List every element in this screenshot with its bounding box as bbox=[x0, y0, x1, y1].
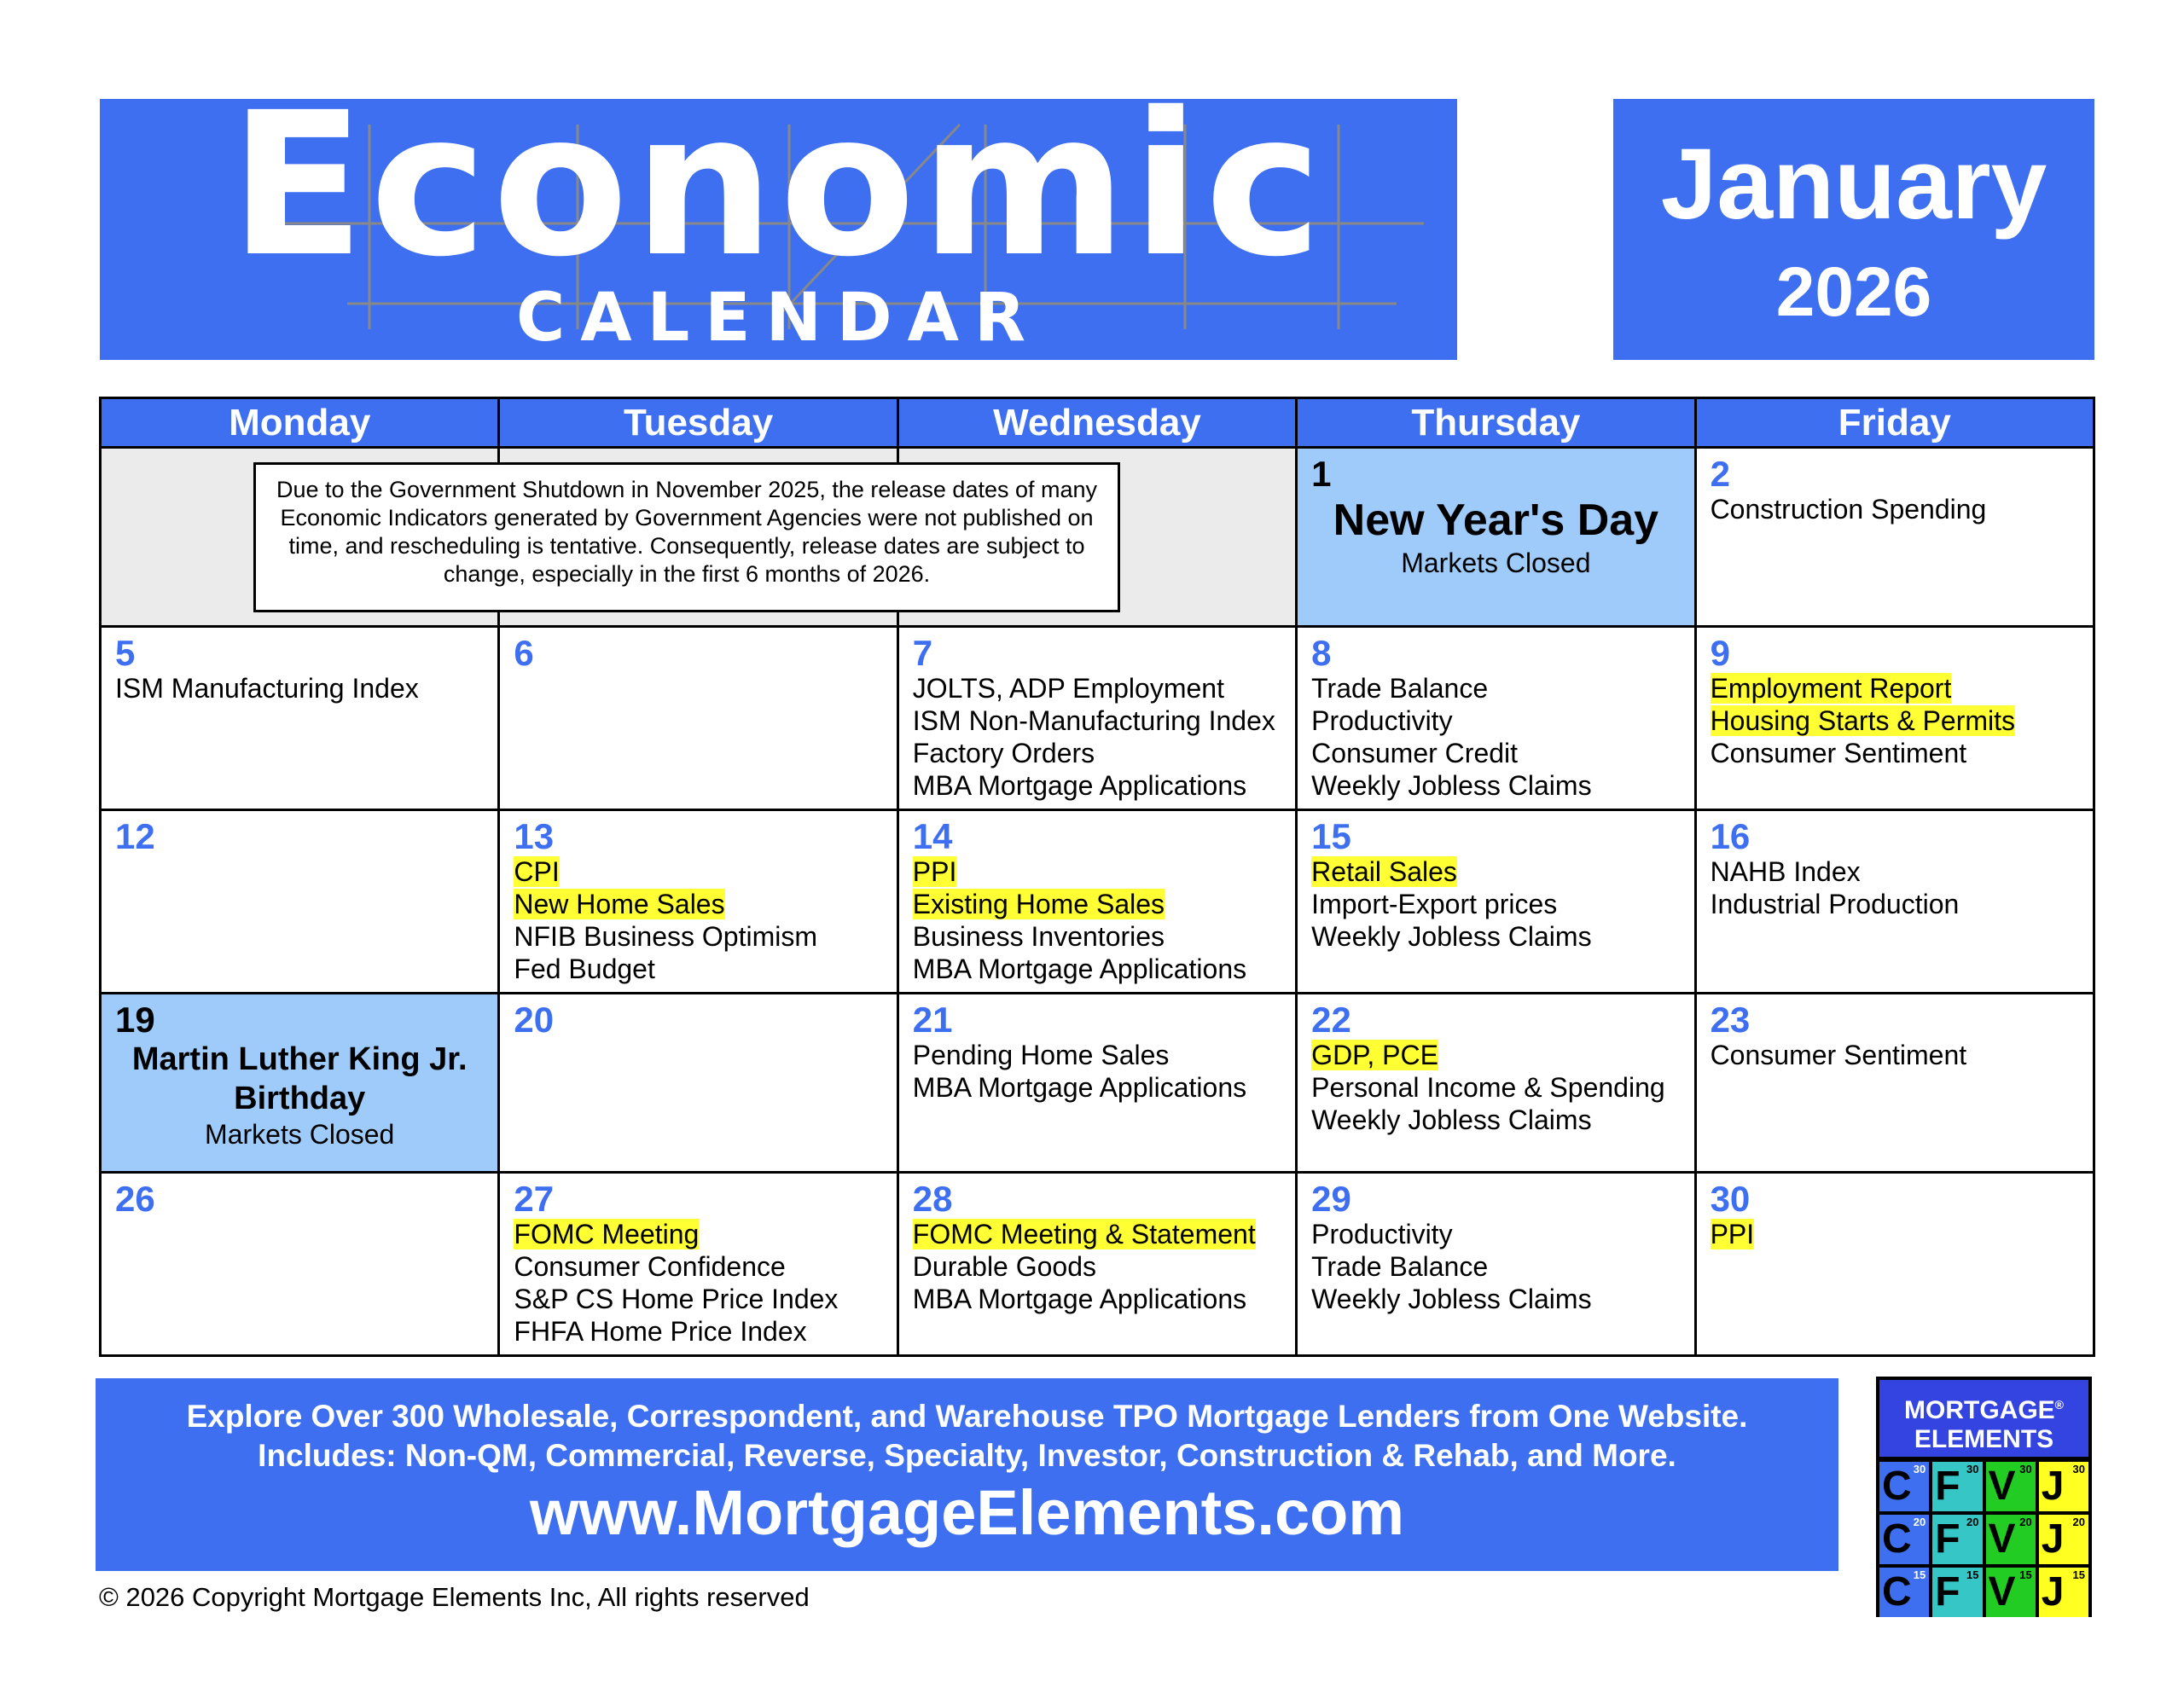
event-item bbox=[1311, 855, 1680, 888]
event-item: Construction Spending bbox=[1710, 494, 1987, 525]
day-cell-8 bbox=[1297, 627, 1695, 810]
markets-closed-note: Markets Closed bbox=[1401, 548, 1591, 578]
event-item: Trade Balance bbox=[1311, 673, 1489, 704]
event-item: MBA Mortgage Applications bbox=[912, 1072, 1247, 1103]
event-item: Business Inventories bbox=[912, 921, 1165, 952]
day-number: 19 bbox=[115, 1000, 155, 1040]
event-item: Consumer Sentiment bbox=[1710, 1040, 1967, 1070]
day-cell-15 bbox=[1297, 810, 1695, 994]
logo-tile: C 30 bbox=[1879, 1462, 1929, 1511]
day-cell-14 bbox=[897, 810, 1296, 994]
event-item: Productivity bbox=[1311, 1219, 1453, 1249]
day-number: 29 bbox=[1311, 1179, 1351, 1219]
day-number: 14 bbox=[912, 816, 953, 856]
event-item: ISM Manufacturing Index bbox=[115, 673, 419, 704]
highlighted-event: GDP, PCE bbox=[1311, 1040, 1438, 1070]
day-cell-23 bbox=[1695, 994, 2094, 1173]
event-item: Personal Income & Spending bbox=[1311, 1072, 1665, 1103]
day-number: 21 bbox=[912, 1000, 953, 1040]
event-item bbox=[514, 1218, 882, 1250]
highlighted-event: Employment Report bbox=[1710, 673, 1952, 704]
day-cell-26 bbox=[101, 1173, 499, 1356]
logo-word-elements: ELEMENTS bbox=[1914, 1425, 2054, 1453]
logo-tile: C 20 bbox=[1879, 1515, 1929, 1564]
event-item: Pending Home Sales bbox=[912, 1040, 1170, 1070]
event-item: Weekly Jobless Claims bbox=[1311, 770, 1592, 801]
day-cell-21 bbox=[897, 994, 1296, 1173]
logo-tile: J 15 bbox=[2039, 1568, 2088, 1617]
logo-tile: V 20 bbox=[1986, 1515, 2036, 1564]
event-item: Fed Budget bbox=[514, 954, 655, 984]
day-cell-30 bbox=[1695, 1173, 2094, 1356]
highlighted-event: CPI bbox=[514, 856, 560, 887]
event-item: MBA Mortgage Applications bbox=[912, 770, 1247, 801]
logo-tile: J 30 bbox=[2039, 1462, 2088, 1511]
day-number: 1 bbox=[1311, 454, 1332, 494]
event-item bbox=[1311, 1039, 1680, 1071]
week-row bbox=[101, 994, 2094, 1173]
event-item: JOLTS, ADP Employment bbox=[912, 673, 1224, 704]
economic-calendar-banner bbox=[100, 99, 1457, 360]
weekday-monday: Monday bbox=[101, 398, 499, 448]
logo-word-mortgage: MORTGAGE bbox=[1904, 1396, 2055, 1424]
day-cell-6 bbox=[499, 627, 897, 810]
event-item: Factory Orders bbox=[912, 738, 1095, 768]
event-item: Durable Goods bbox=[912, 1251, 1097, 1282]
holiday-title: New Year's Day bbox=[1333, 496, 1659, 545]
day-cell-29 bbox=[1297, 1173, 1695, 1356]
event-item: Weekly Jobless Claims bbox=[1311, 1284, 1592, 1314]
day-number: 6 bbox=[514, 633, 534, 673]
logo-tile: J 20 bbox=[2039, 1515, 2088, 1564]
day-number: 12 bbox=[115, 816, 155, 856]
title-economic: Economic bbox=[229, 99, 1327, 300]
logo-element-grid bbox=[1879, 1462, 2088, 1617]
event-item: Consumer Sentiment bbox=[1710, 738, 1967, 768]
day-cell-20 bbox=[499, 994, 897, 1173]
day-number: 26 bbox=[115, 1179, 155, 1219]
website-link[interactable]: www.MortgageElements.com bbox=[529, 1477, 1405, 1548]
event-item bbox=[1711, 1218, 2079, 1250]
day-number: 27 bbox=[514, 1179, 555, 1219]
weekday-tuesday: Tuesday bbox=[499, 398, 897, 448]
event-item: Consumer Credit bbox=[1311, 738, 1519, 768]
event-item: NFIB Business Optimism bbox=[514, 921, 818, 952]
holiday-title: Martin Luther King Jr. bbox=[131, 1041, 468, 1077]
event-item: FHFA Home Price Index bbox=[514, 1316, 807, 1347]
logo-tile: V 30 bbox=[1986, 1462, 2036, 1511]
event-item bbox=[913, 855, 1281, 888]
day-number: 2 bbox=[1710, 454, 1730, 494]
day-number: 22 bbox=[1311, 1000, 1351, 1040]
weekday-wednesday: Wednesday bbox=[897, 398, 1296, 448]
day-number: 8 bbox=[1311, 633, 1332, 673]
weekday-friday: Friday bbox=[1695, 398, 2094, 448]
title-calendar: CALENDAR bbox=[515, 280, 1042, 357]
day-number: 30 bbox=[1710, 1179, 1751, 1219]
event-item: Consumer Confidence bbox=[514, 1251, 786, 1282]
day-number: 23 bbox=[1710, 1000, 1751, 1040]
day-cell-7 bbox=[897, 627, 1296, 810]
weekday-header-row bbox=[101, 398, 2094, 448]
day-number: 15 bbox=[1311, 816, 1351, 856]
logo-tile: F 15 bbox=[1932, 1568, 1982, 1617]
holiday-title: Birthday bbox=[234, 1081, 366, 1116]
day-cell-9 bbox=[1695, 627, 2094, 810]
day-number: 20 bbox=[514, 1000, 555, 1040]
highlighted-event: Housing Starts & Permits bbox=[1710, 705, 2016, 736]
logo-tile: C 15 bbox=[1879, 1568, 1929, 1617]
event-item bbox=[514, 855, 882, 888]
month-banner bbox=[1613, 99, 2094, 360]
markets-closed-note: Markets Closed bbox=[205, 1119, 395, 1150]
day-number: 7 bbox=[912, 633, 933, 673]
weekday-thursday: Thursday bbox=[1297, 398, 1695, 448]
highlighted-event: FOMC Meeting bbox=[514, 1219, 700, 1249]
day-cell-19 bbox=[101, 994, 499, 1173]
day-number: 13 bbox=[514, 816, 555, 856]
event-item bbox=[913, 888, 1281, 920]
event-item bbox=[514, 888, 882, 920]
week-row bbox=[101, 627, 2094, 810]
event-item: ISM Non-Manufacturing Index bbox=[912, 705, 1275, 736]
day-cell-5 bbox=[101, 627, 499, 810]
copyright-notice: © 2026 Copyright Mortgage Elements Inc, All rights reserved bbox=[99, 1582, 810, 1612]
event-item: Weekly Jobless Claims bbox=[1311, 921, 1592, 952]
month-year: 2026 bbox=[1775, 253, 1932, 331]
event-item bbox=[1711, 672, 2079, 704]
logo-title bbox=[1879, 1380, 2088, 1457]
logo-tile: F 20 bbox=[1932, 1515, 1982, 1564]
event-item: MBA Mortgage Applications bbox=[912, 1284, 1247, 1314]
logo-tile: V 15 bbox=[1986, 1568, 2036, 1617]
registered-mark: ® bbox=[2054, 1398, 2064, 1412]
footer-line-2: Includes: Non-QM, Commercial, Reverse, Specialty, Investor, Construction & Rehab, and More. bbox=[258, 1438, 1676, 1473]
month-name: January bbox=[1660, 128, 2048, 241]
day-cell-13 bbox=[499, 810, 897, 994]
day-cell-27 bbox=[499, 1173, 897, 1356]
highlighted-event: PPI bbox=[912, 856, 957, 887]
day-number: 16 bbox=[1710, 816, 1751, 856]
event-item: Import-Export prices bbox=[1311, 889, 1558, 919]
event-item: Productivity bbox=[1311, 705, 1453, 736]
day-cell-22 bbox=[1297, 994, 1695, 1173]
day-cell-12 bbox=[101, 810, 499, 994]
day-number: 9 bbox=[1710, 633, 1730, 673]
highlighted-event: PPI bbox=[1710, 1219, 1755, 1249]
day-number: 28 bbox=[912, 1179, 953, 1219]
day-cell-1 bbox=[1297, 448, 1695, 627]
event-item: NAHB Index bbox=[1710, 856, 1861, 887]
event-item: Weekly Jobless Claims bbox=[1311, 1104, 1592, 1135]
shutdown-notice: Due to the Government Shutdown in November 2025, the release dates of many Economic Indicators generated by Government Agencies were not published on time, and rescheduling is tentative. Consequently, release dates are subject to change, especially in the first 6 months of 2026. bbox=[253, 462, 1120, 612]
event-item bbox=[913, 1218, 1281, 1250]
week-row bbox=[101, 810, 2094, 994]
highlighted-event: Retail Sales bbox=[1311, 856, 1457, 887]
footer-line-1: Explore Over 300 Wholesale, Correspondent, and Warehouse TPO Mortgage Lenders from One Website. bbox=[186, 1399, 1748, 1434]
day-cell-2 bbox=[1695, 448, 2094, 627]
event-item: Industrial Production bbox=[1710, 889, 1960, 919]
day-cell-28 bbox=[897, 1173, 1296, 1356]
highlighted-event: FOMC Meeting & Statement bbox=[912, 1219, 1256, 1249]
week-row bbox=[101, 1173, 2094, 1356]
mortgage-elements-logo bbox=[1876, 1377, 2092, 1617]
event-item: MBA Mortgage Applications bbox=[912, 954, 1247, 984]
footer-banner bbox=[96, 1378, 1838, 1571]
event-item: S&P CS Home Price Index bbox=[514, 1284, 839, 1314]
highlighted-event: Existing Home Sales bbox=[912, 889, 1165, 919]
event-item: Trade Balance bbox=[1311, 1251, 1489, 1282]
highlighted-event: New Home Sales bbox=[514, 889, 725, 919]
day-number: 5 bbox=[115, 633, 136, 673]
event-item bbox=[1711, 704, 2079, 737]
logo-tile: F 30 bbox=[1932, 1462, 1982, 1511]
day-cell-16 bbox=[1695, 810, 2094, 994]
